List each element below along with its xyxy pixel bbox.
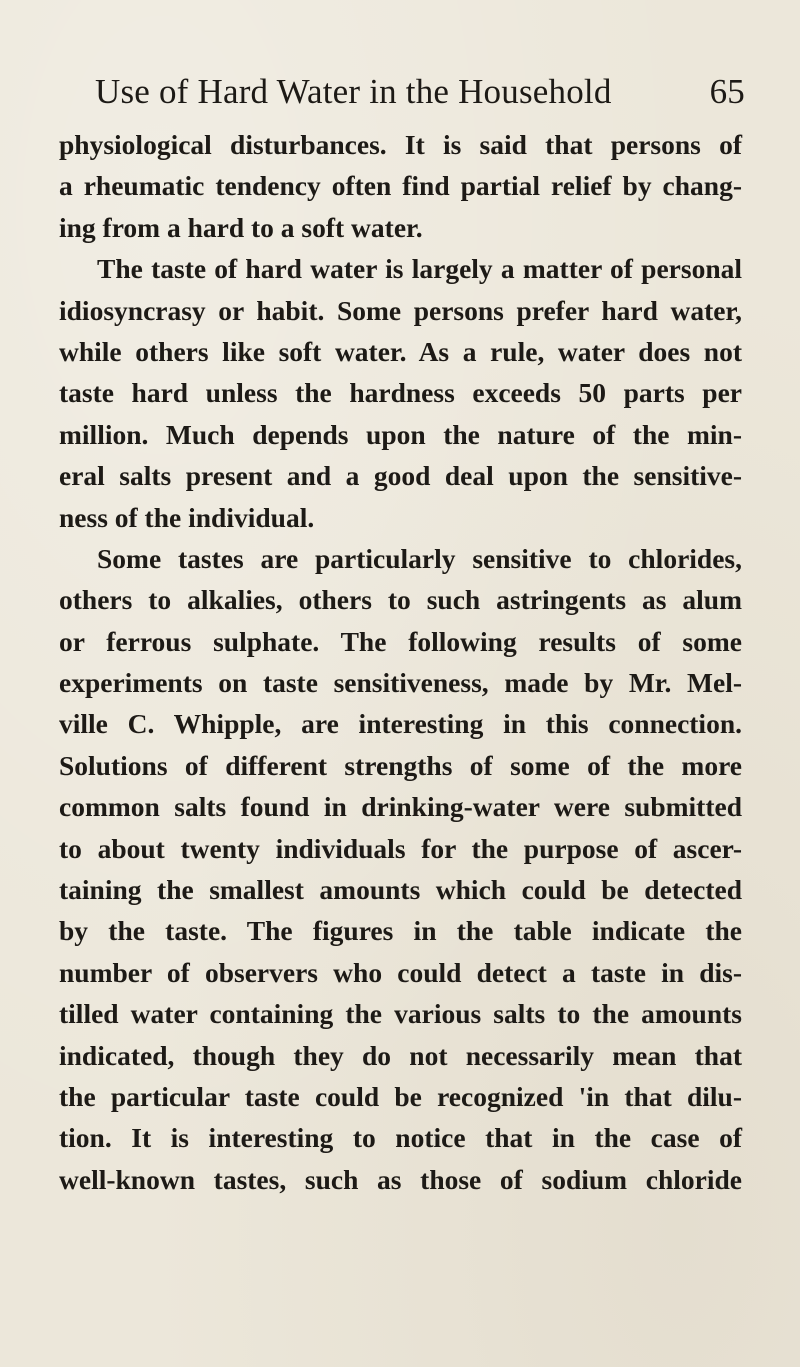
text-line: a rheumatic tendency often find partial relief by chang- (59, 170, 742, 202)
text-line: Solutions of different strengths of some of the more (59, 749, 742, 781)
text-line: ville C. Whipple, are interesting in this connection. (59, 708, 742, 740)
text-line: to about twenty individuals for the purpose of ascer- (59, 832, 742, 864)
text-line: ness of the individual. (59, 501, 315, 533)
text-line: eral salts present and a good deal upon the sensitive- (59, 460, 742, 492)
text-line: number of observers who could detect a taste in dis- (59, 956, 742, 988)
text-line: the particular taste could be recognized 'in that dilu- (59, 1080, 742, 1112)
text-line: taste hard unless the hardness exceeds 50 parts per (59, 377, 742, 409)
text-line: while others like soft water. As a rule, water does not (59, 335, 742, 367)
running-head (95, 70, 745, 114)
page-number: 65 (709, 72, 745, 111)
text-line: Some tastes are particularly sensitive to chlorides, (97, 542, 742, 574)
text-line: common salts found in drinking-water were submitted (59, 791, 742, 823)
body-text (59, 124, 742, 1200)
text-line: million. Much depends upon the nature of the min- (59, 418, 742, 450)
text-line: taining the smallest amounts which could be detected (59, 874, 742, 906)
text-line: ing from a hard to a soft water. (59, 211, 423, 243)
text-line: tilled water containing the various salts to the amounts (59, 998, 742, 1030)
text-line: physiological disturbances. It is said that persons of (59, 129, 742, 160)
text-line: experiments on taste sensitiveness, made by Mr. Mel- (59, 667, 742, 699)
text-line: indicated, though they do not necessarily mean that (59, 1039, 742, 1071)
text-line: or ferrous sulphate. The following results of some (59, 625, 742, 657)
text-line: well-known tastes, such as those of sodium chloride (59, 1163, 742, 1195)
text-line: by the taste. The figures in the table indicate the (59, 915, 742, 947)
text-line: tion. It is interesting to notice that in the case of (59, 1122, 742, 1154)
text-line: idiosyncrasy or habit. Some persons prefer hard water, (59, 294, 742, 326)
text-line: The taste of hard water is largely a matter of personal (97, 253, 742, 285)
running-head-title: Use of Hard Water in the Household (95, 72, 612, 111)
text-line: others to alkalies, others to such astringents as alum (59, 584, 742, 616)
